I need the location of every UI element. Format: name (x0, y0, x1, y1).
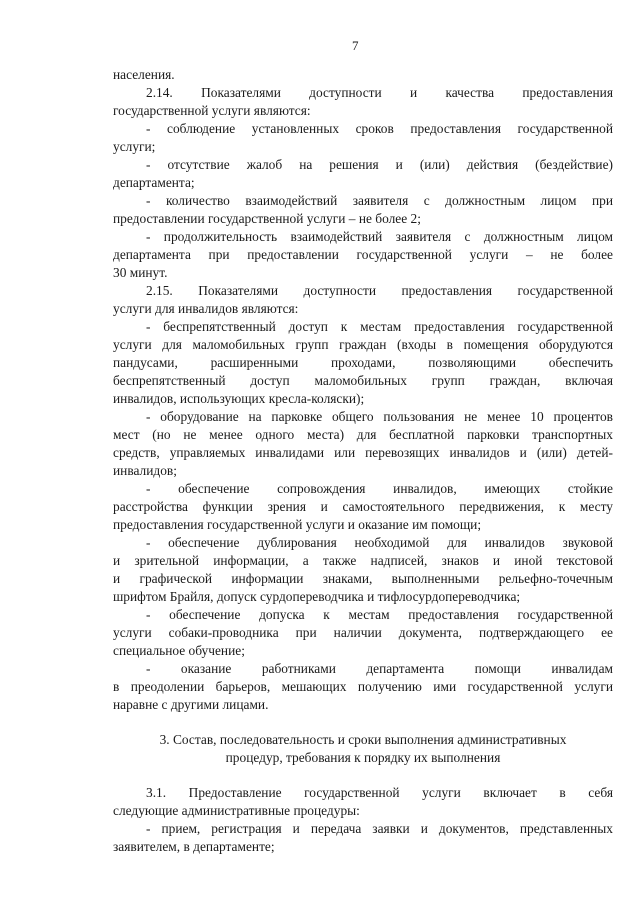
text-line: департамента при предоставлении государственной услуги – не более (113, 247, 613, 262)
text-line: мест (но не менее одного места) для бесплатной парковки транспортных (113, 427, 613, 442)
text-line: пандусами, расширенными проходами, позволяющими обеспечить (113, 355, 613, 370)
text-line: расстройства функции зрения и самостоятельного передвижения, к месту (113, 499, 613, 514)
text-line: 2.15. Показателями доступности предоставления государственной (146, 283, 613, 298)
text-line: государственной услуги являются: (113, 103, 311, 118)
text-line: и графической информации знаками, выполненными рельефно-точечным (113, 571, 613, 586)
text-line: и зрительной информации, а также надписей, знаков и иной текстовой (113, 553, 613, 568)
document-body (113, 66, 613, 856)
text-line: инвалидов, использующих кресла-коляски); (113, 391, 365, 406)
text-line: беспрепятственный доступ маломобильных групп граждан, включая (113, 373, 613, 388)
spacer (113, 714, 613, 731)
text-line: - оборудование на парковке общего пользования не менее 10 процентов (146, 409, 613, 424)
text-line: следующие административные процедуры: (113, 803, 360, 818)
text-line: 3.1. Предоставление государственной услуги включает в себя (146, 785, 613, 800)
text-line: услуги для инвалидов являются: (113, 301, 299, 316)
text-line: 3. Состав, последовательность и сроки выполнения административных (159, 732, 567, 747)
text-line: - обеспечение дублирования необходимой для инвалидов звуковой (146, 535, 613, 550)
text-line: - прием, регистрация и передача заявки и документов, представленных (146, 821, 613, 836)
text-line: предоставления государственной услуги и оказание им помощи; (113, 517, 482, 532)
page-number: 7 (352, 38, 359, 53)
text-line: - обеспечение сопровождения инвалидов, имеющих стойкие (146, 481, 613, 496)
text-line: процедур, требования к порядку их выполнения (225, 750, 501, 765)
text-line: - обеспечение допуска к местам предоставления государственной (146, 607, 613, 622)
text-line: предоставлении государственной услуги – не более 2; (113, 211, 421, 226)
text-line: - беспрепятственный доступ к местам предоставления государственной (146, 319, 613, 334)
text-line: заявителем, в департаменте; (113, 839, 275, 854)
text-line: в преодолении барьеров, мешающих получению ими государственной услуги (113, 679, 613, 694)
text-line: услуги; (113, 139, 156, 154)
text-line: населения. (113, 67, 175, 82)
text-line: наравне с другими лицами. (113, 697, 269, 712)
text-line: - продолжительность взаимодействий заявителя с должностным лицом (146, 229, 613, 244)
text-line: - оказание работниками департамента помощи инвалидам (146, 661, 613, 676)
text-line: - отсутствие жалоб на решения и (или) действия (бездействие) (146, 157, 613, 172)
text-line: услуги для маломобильных групп граждан (входы в помещения оборудуются (113, 337, 613, 352)
text-line: специальное обучение; (113, 643, 245, 658)
text-line: шрифтом Брайля, допуск сурдопереводчика и тифлосурдопереводчика; (113, 589, 521, 604)
text-line: департамента; (113, 175, 195, 190)
spacer (113, 767, 613, 784)
text-line: - количество взаимодействий заявителя с должностным лицом при (146, 193, 613, 208)
text-line: средств, управляемых инвалидами или перевозящих инвалидов и (или) детей- (113, 445, 613, 460)
text-line: 30 минут. (113, 265, 168, 280)
text-line: 2.14. Показателями доступности и качества предоставления (146, 85, 613, 100)
text-line: услуги собаки-проводника при наличии документа, подтверждающего ее (113, 625, 613, 640)
text-line: - соблюдение установленных сроков предоставления государственной (146, 121, 613, 136)
text-line: инвалидов; (113, 463, 177, 478)
